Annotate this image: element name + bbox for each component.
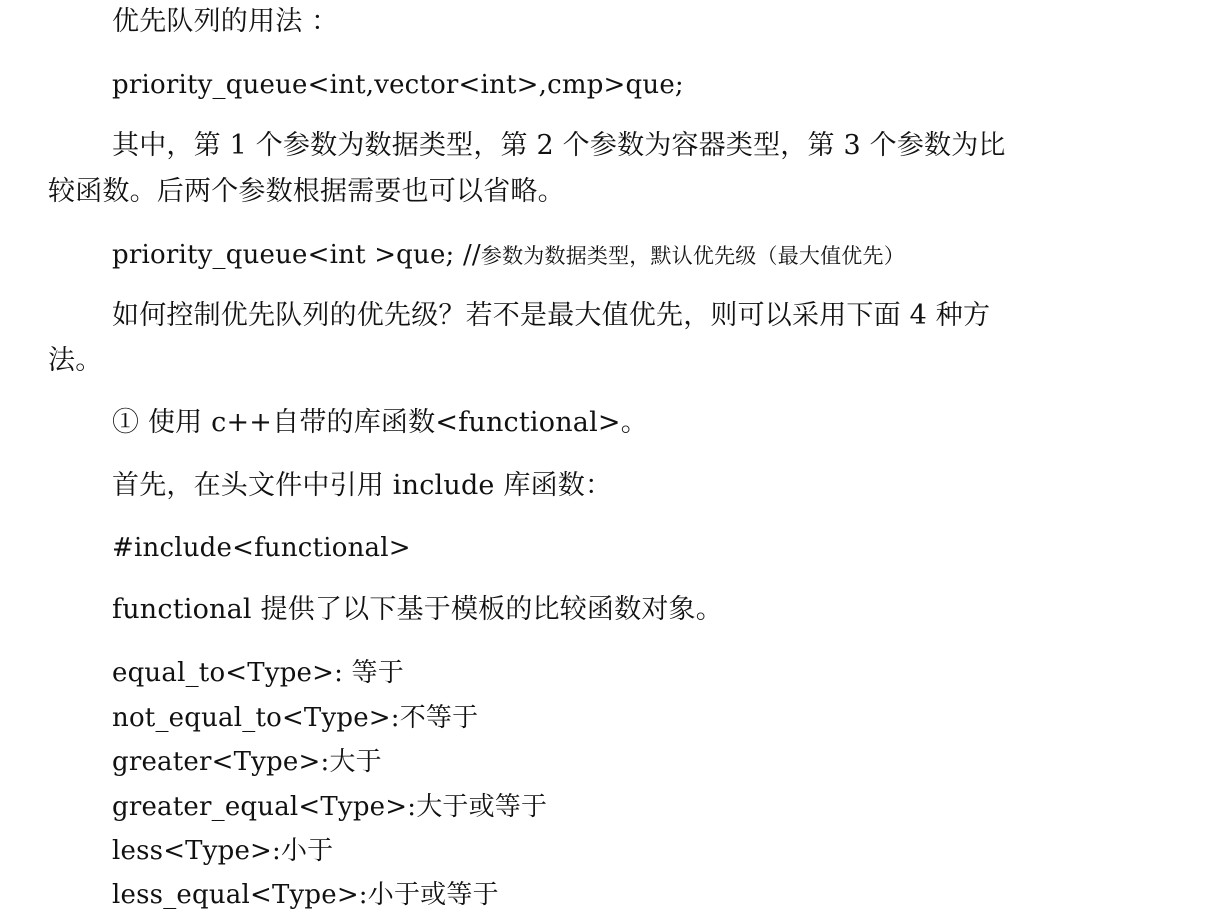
paragraph-1-line-2: 较函数。后两个参数根据需要也可以省略。 [48,176,565,207]
step-1-text: 首先，在头文件中引用 include 库函数： [112,470,613,501]
comparator-item: less<Type>:小于 [112,836,334,866]
comparator-item: greater<Type>:大于 [112,747,382,777]
functional-description: functional 提供了以下基于模板的比较函数对象。 [112,594,723,625]
declaration-code: priority_queue<int,vector<int>,cmp>que; [112,70,684,100]
comparator-item: less_equal<Type>:小于或等于 [112,880,499,910]
paragraph-2-line-1: 如何控制优先队列的优先级？若不是最大值优先，则可以采用下面 4 种方 [112,300,991,331]
example-code: priority_queue<int >que; // [112,240,481,270]
paragraph-1-line-1: 其中，第 1 个参数为数据类型，第 2 个参数为容器类型，第 3 个参数为比 [112,130,1006,161]
example-code-line [112,237,905,274]
comparator-item: greater_equal<Type>:大于或等于 [112,792,548,822]
section-heading: 优先队列的用法 ： [112,6,339,37]
comparator-item: not_equal_to<Type>:不等于 [112,703,479,733]
include-code: #include<functional> [112,533,411,563]
paragraph-2-line-2: 法。 [48,345,103,376]
comparator-item: equal_to<Type>: 等于 [112,658,404,688]
example-comment: 参数为数据类型，默认优先级（最大值优先） [480,244,905,268]
method-1-heading: ① 使用 c++自带的库函数<functional>。 [112,407,648,438]
